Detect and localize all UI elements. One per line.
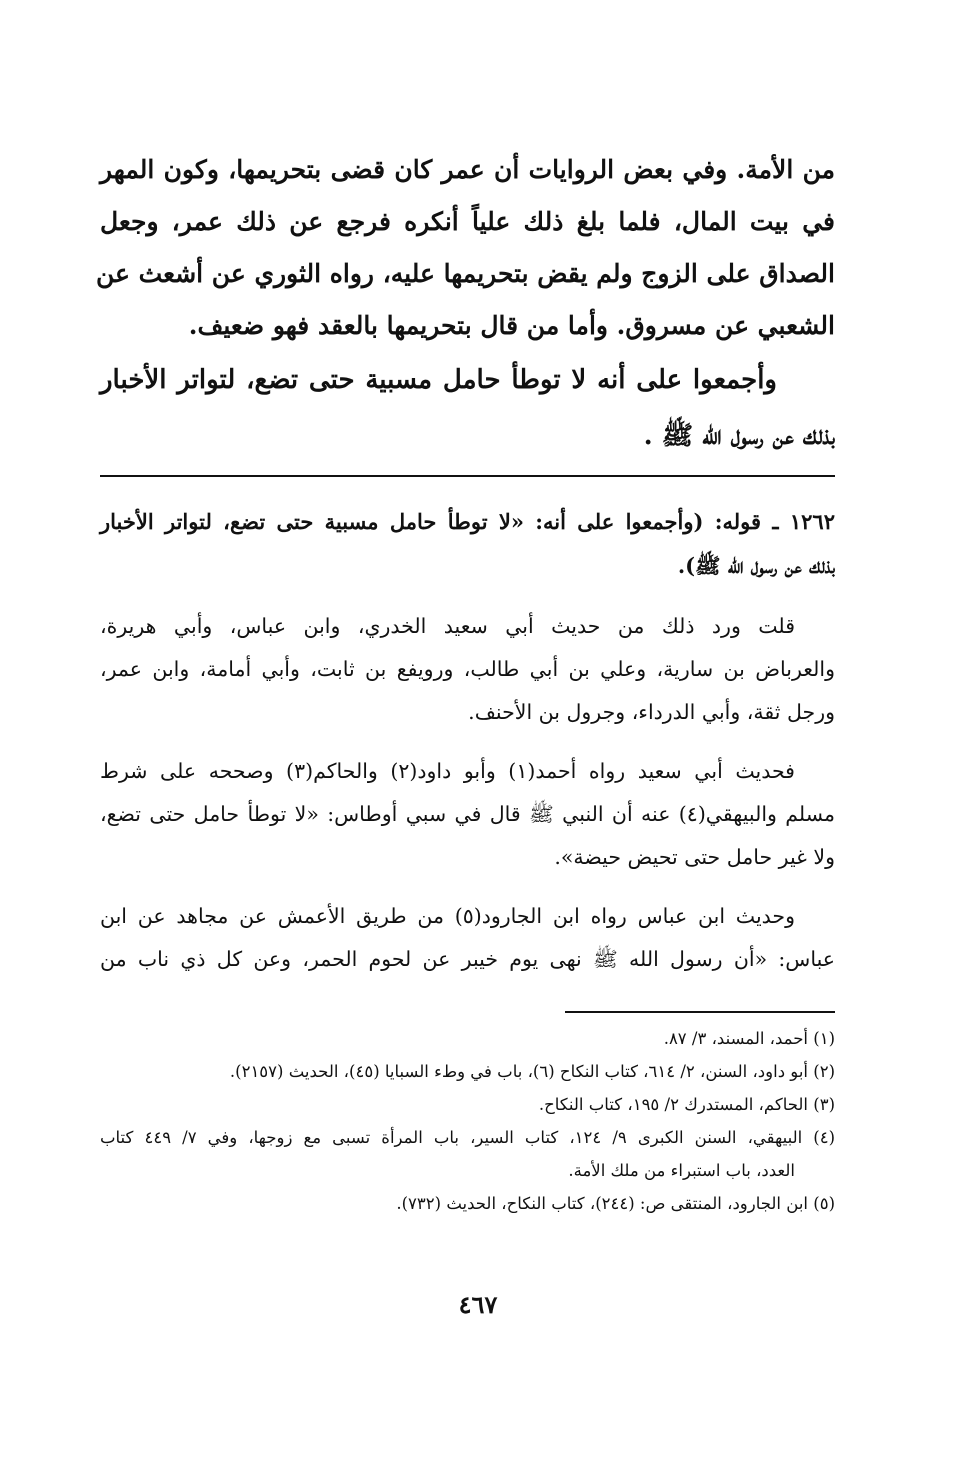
matn-line: وأجمعوا على أنه لا توطأ حامل مسبية حتى تضع، لتواتر الأخبار	[100, 365, 777, 395]
paragraph-line: مسلم والبيهقي(٤) عنه أن النبي ﷺ قال في سبي أوطاس: «لا توطأ حامل حتى تضع،	[100, 802, 835, 826]
footnote: (٣) الحاكم، المستدرك ٢/ ١٩٥، كتاب النكاح.	[538, 1095, 835, 1114]
footnote: (٤) البيهقي، السنن الكبرى ٩/ ١٢٤، كتاب السير، باب المرأة تسبى مع زوجها، وفي ٧/ ٤٤٩ كتاب	[100, 1128, 836, 1147]
commentary-paragraph	[100, 895, 835, 981]
page-number: ٤٦٧	[458, 1290, 498, 1319]
paragraph-line: ورجل ثقة، وأبي الدرداء، وجرول بن الأحنف.	[468, 700, 835, 724]
paragraph-line: وحديث ابن عباس رواه ابن الجارود(٥) من طريق الأعمش عن مجاهد عن ابن	[100, 904, 795, 928]
commentary-paragraph	[100, 750, 835, 879]
commentary-heading	[100, 500, 835, 588]
intro-line: الصداق على الزوج ولم يقض بتحريمها عليه، رواه الثوري عن أشعث عن	[95, 259, 835, 288]
intro-line: في بيت المال، فلما بلغ ذلك علياً أنكره فرجع عن ذلك عمر، وجعل	[100, 207, 835, 236]
footnote-continuation: العدد، باب استبراء من ملك الأمة.	[568, 1161, 795, 1180]
commentary-paragraph	[100, 605, 835, 734]
heading-line: بذلك عن رسول الله ﷺ).	[677, 553, 835, 578]
paragraph-line: فحديث أبي سعيد رواه أحمد(١) وأبو داود(٢) والحاكم(٣) وصححه على شرط	[100, 759, 795, 783]
intro-line: من الأمة. وفي بعض الروايات أن عمر كان قضى بتحريمها، وكون المهر	[100, 155, 835, 184]
heading-line: ١٢٦٢ ـ قوله: (وأجمعوا على أنه: «لا توطأ حامل مسبية حتى تضع، لتواتر الأخبار	[100, 509, 835, 534]
footnote: (٥) ابن الجارود، المنتقى ص: (٢٤٤)، كتاب النكاح، الحديث (٧٣٢).	[396, 1194, 835, 1213]
intro-paragraph	[95, 144, 835, 352]
paragraph-line: قلت ورد ذلك من حديث أبي سعيد الخدري، وابن عباس، وأبي هريرة،	[100, 614, 795, 638]
footnotes	[100, 1022, 835, 1220]
footnote: (١) أحمد، المسند، ٣/ ٨٧.	[663, 1029, 835, 1048]
paragraph-line: عباس: «أن رسول الله ﷺ نهى يوم خيبر عن لحوم الحمر، وعن كل ذي ناب من	[100, 947, 835, 971]
paragraph-line: ولا غير حامل حتى تحيض حيضة».	[554, 845, 835, 869]
matn-line: بذلك عن رسول الله ﷺ .	[643, 421, 835, 451]
footnote: (٢) أبو داود، السنن، ٢/ ٦١٤، كتاب النكاح (٦)، باب في وطء السبايا (٤٥)، الحديث (٢١٥٧).	[229, 1062, 835, 1081]
main-text-statement	[100, 352, 835, 464]
footnote-divider	[565, 1011, 835, 1013]
section-divider	[100, 475, 835, 477]
paragraph-line: والعرباض بن سارية، وعلي بن أبي طالب، ورويفع بن ثابت، وأبي أمامة، وابن عمر،	[100, 657, 835, 681]
intro-line: الشعبي عن مسروق. وأما من قال بتحريمها بالعقد فهو ضعيف.	[188, 311, 835, 340]
